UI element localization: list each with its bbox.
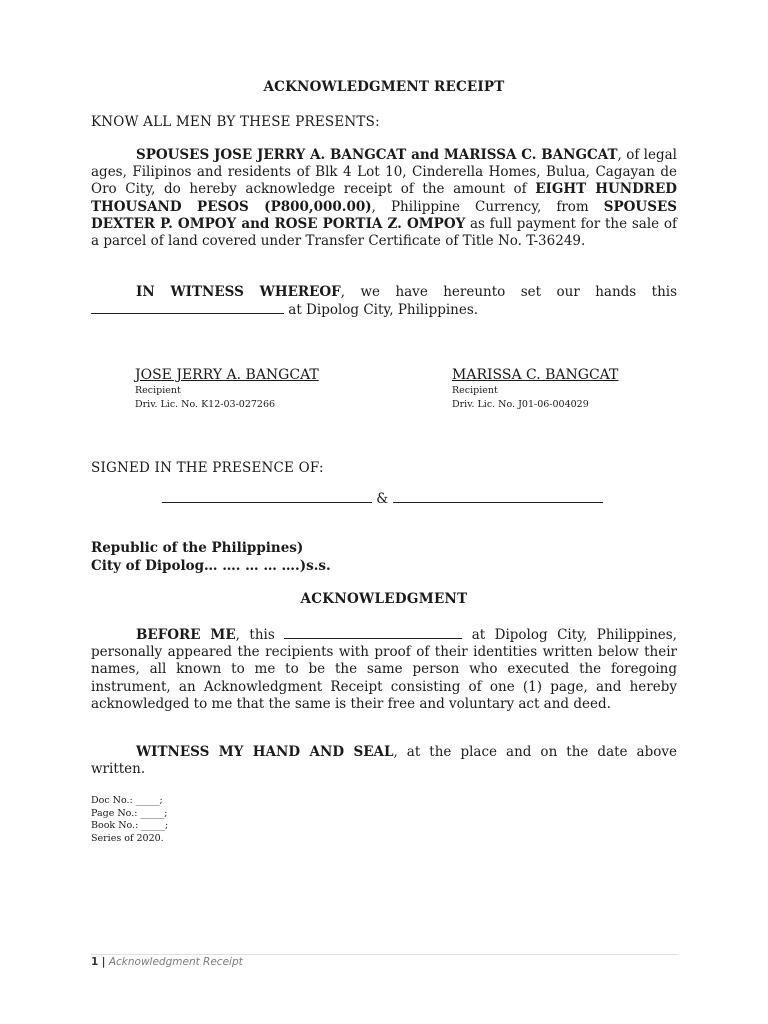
receipt-text-2: , Philippine Currency, from xyxy=(371,198,604,215)
receipt-paragraph xyxy=(91,147,677,250)
date-blank-line xyxy=(284,626,462,639)
witness-whereof-lead: IN WITNESS WHEREOF xyxy=(136,284,341,300)
signatory-name: JOSE JERRY A. BANGCAT xyxy=(135,367,319,383)
footer-separator: | xyxy=(101,956,106,968)
grantors-name: SPOUSES JOSE JERRY A. BANGCAT and MARISSA C. BANGCAT xyxy=(136,147,618,163)
footer-divider xyxy=(91,954,678,955)
book-no: Book No.: _____; xyxy=(91,820,169,831)
receipt-text-1: , of legal ages, Filipinos and residents of Blk 4 Lot 10, Cinderella Homes, Bulua, Cagayan de Oro City, do hereby acknowledge receipt of the amount of xyxy=(91,147,677,198)
venue-city: City of Dipolog… …. … … ….)s.s. xyxy=(91,558,331,574)
witness-line-2 xyxy=(393,490,603,503)
footer-label: Acknowledgment Receipt xyxy=(108,956,243,968)
witness-whereof-text-2: at Dipolog City, Philippines. xyxy=(284,302,479,319)
venue-block xyxy=(91,539,331,575)
doc-no: Doc No.: _____; xyxy=(91,795,163,806)
document-title: ACKNOWLEDGMENT RECEIPT xyxy=(263,79,505,95)
acknowledgment-title: ACKNOWLEDGMENT xyxy=(300,591,468,607)
footer-page-number: 1 xyxy=(91,956,99,968)
signatory-license: Driv. Lic. No. K12-03-027266 xyxy=(135,398,276,410)
know-all-men-heading: KNOW ALL MEN BY THESE PRESENTS: xyxy=(91,114,380,130)
before-me-text-2: at Dipolog City, Philippines, personally appeared the recipients with proof of their identities written below their names, all known to me to be the same person who executed the foregoing instrument, an Acknowledgment Receipt consisting of one (1) page, and hereby acknowledged to me that the same is their free and voluntary act and deed. xyxy=(91,627,677,712)
grantees-name: SPOUSES DEXTER P. OMPOY and ROSE PORTIA Z. OMPOY xyxy=(91,198,677,232)
witness-hand-paragraph xyxy=(91,744,677,778)
page-footer xyxy=(91,956,243,968)
signatory-role: Recipient xyxy=(452,385,498,396)
witness-line-1 xyxy=(162,490,372,503)
signatory-role: Recipient xyxy=(135,385,181,396)
series-year: Series of 2020. xyxy=(91,832,164,844)
witness-whereof-paragraph xyxy=(91,284,677,319)
venue-republic: Republic of the Philippines) xyxy=(91,540,304,556)
date-blank-line xyxy=(91,301,284,314)
receipt-text-3: as full payment for the sale of a parcel of land covered under Transfer Certificate of Title No. T-36249. xyxy=(91,215,677,250)
page-no: Page No.: _____; xyxy=(91,807,168,819)
witness-separator: & xyxy=(376,491,389,507)
before-me-lead: BEFORE ME xyxy=(136,627,236,643)
notarial-register xyxy=(91,795,168,845)
amount-text: EIGHT HUNDRED THOUSAND PESOS (P800,000.00) xyxy=(91,181,677,215)
signatory-name: MARISSA C. BANGCAT xyxy=(452,367,619,383)
before-me-text-1: , this xyxy=(235,627,285,643)
signed-in-presence-heading: SIGNED IN THE PRESENCE OF: xyxy=(91,460,324,476)
witness-whereof-text-1: , we have hereunto set our hands this xyxy=(340,284,678,300)
before-me-paragraph xyxy=(91,626,677,713)
signatory-license: Driv. Lic. No. J01-06-004029 xyxy=(452,398,589,410)
witness-hand-text: , at the place and on the date above written. xyxy=(91,744,677,778)
signatory-block-2 xyxy=(452,366,618,411)
signatory-block-1 xyxy=(135,366,319,411)
witness-signature-lines xyxy=(162,490,603,507)
witness-hand-lead: WITNESS MY HAND AND SEAL xyxy=(136,744,394,760)
